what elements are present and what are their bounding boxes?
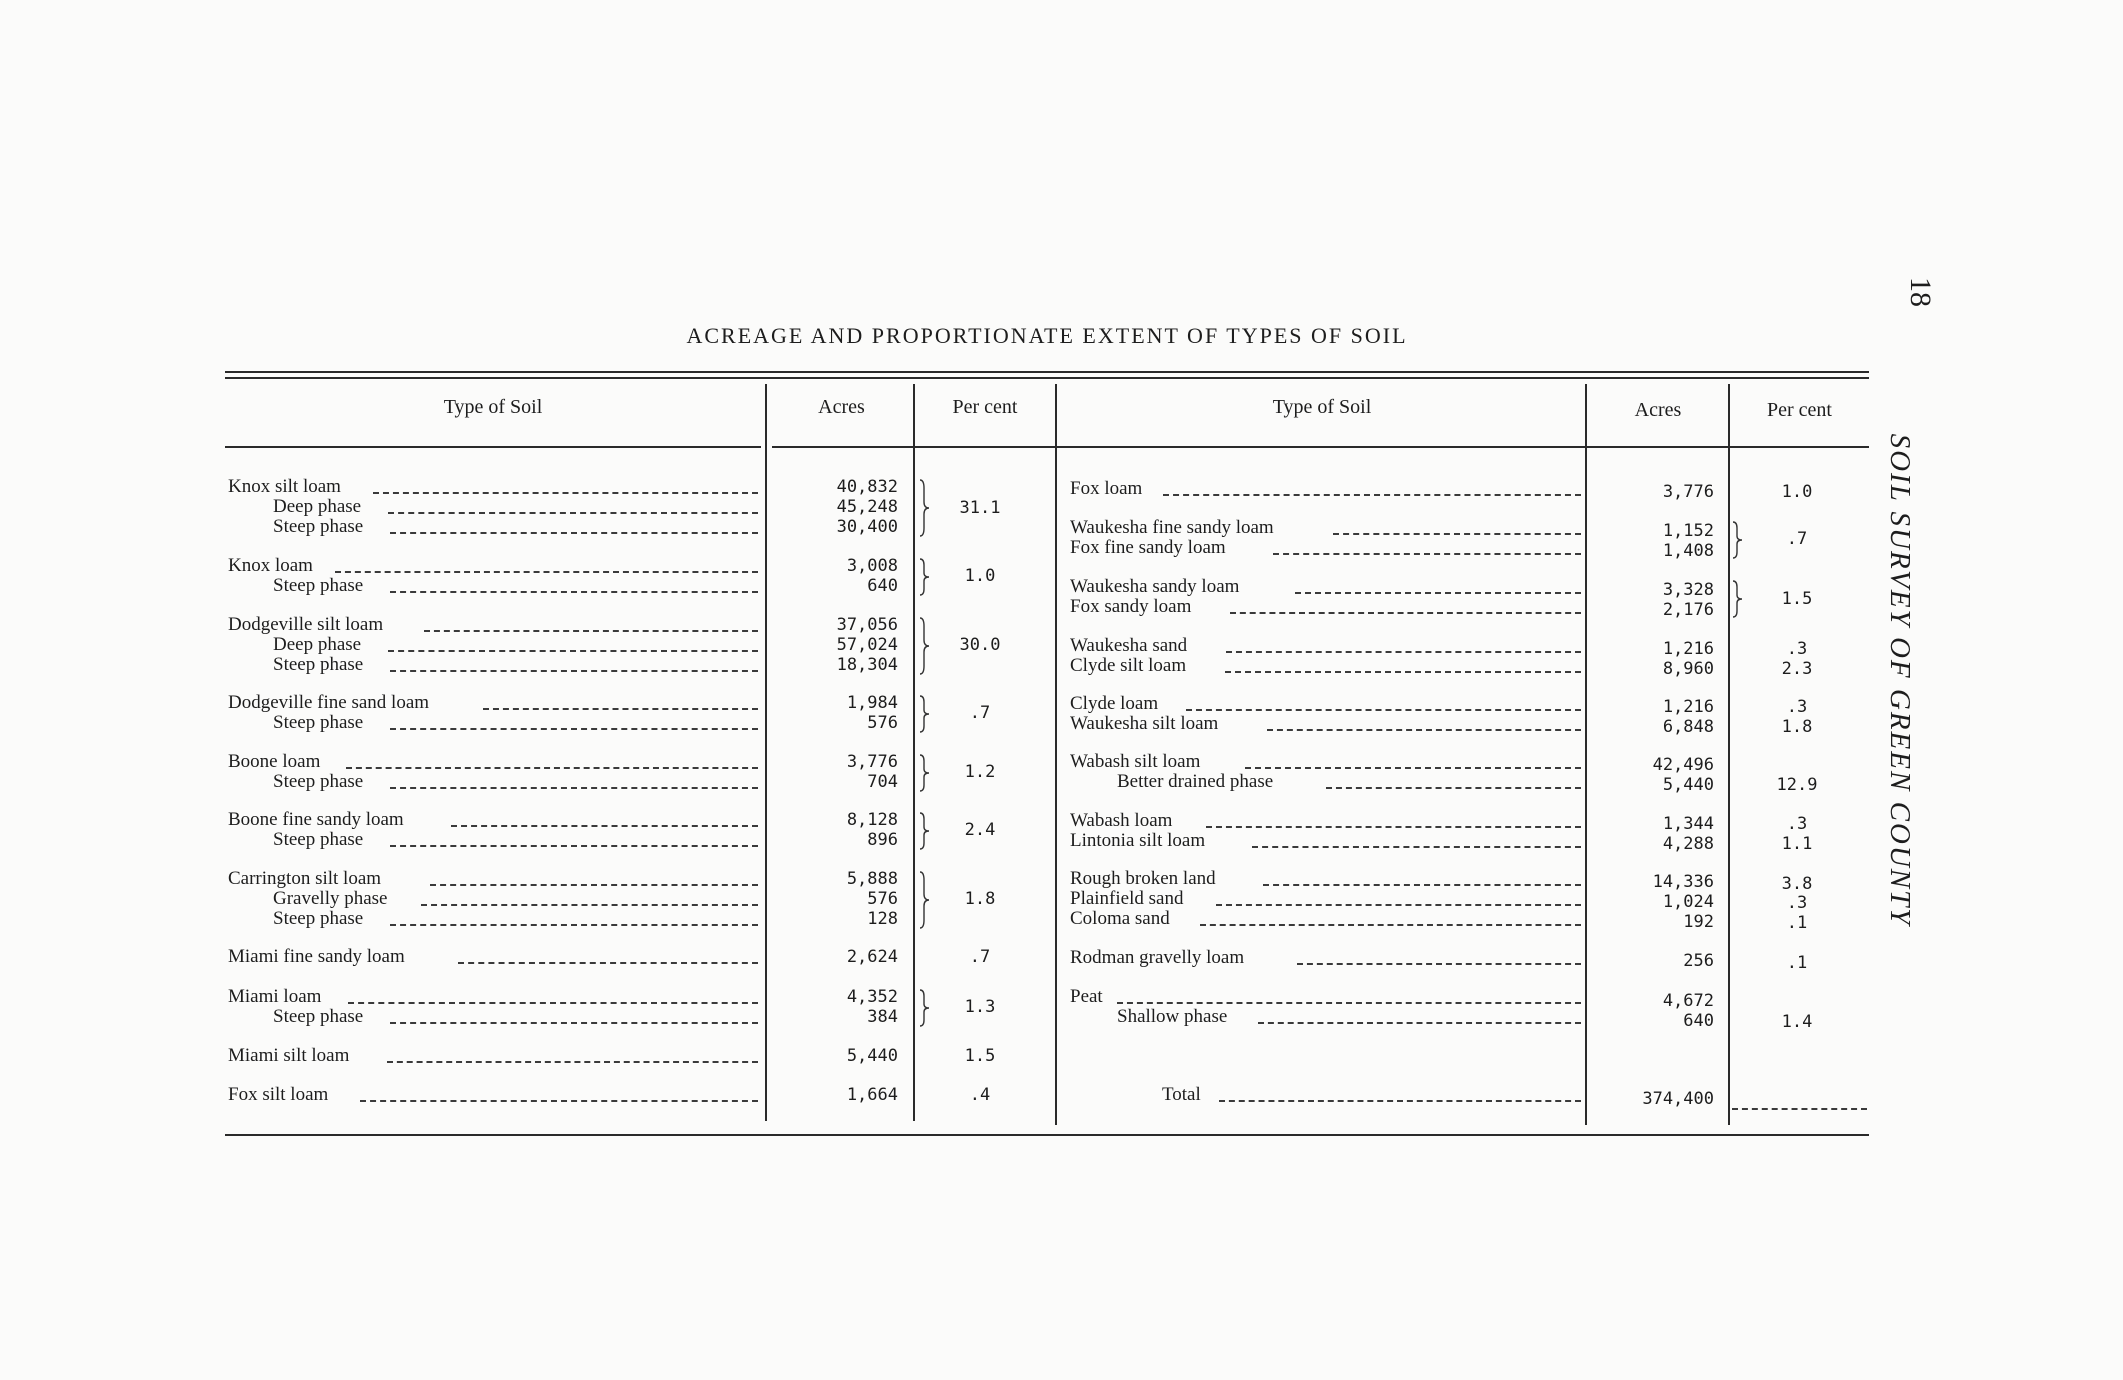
soil-type-name: Fox sandy loam bbox=[1070, 596, 1192, 617]
soil-type-name: Clyde loam bbox=[1070, 693, 1159, 714]
dot-leader bbox=[1200, 924, 1581, 926]
per-cent-value: 1.0 bbox=[1781, 482, 1813, 502]
per-cent-value: .3 bbox=[1786, 814, 1808, 834]
bottom-rule bbox=[225, 1134, 1869, 1136]
acres-value: 2,624 bbox=[846, 947, 898, 967]
header-type-of-soil-right: Type of Soil bbox=[1272, 396, 1372, 418]
soil-type-name: Waukesha silt loam bbox=[1070, 713, 1219, 734]
acres-value: 3,328 bbox=[1662, 580, 1714, 600]
soil-phase-name: Steep phase bbox=[273, 1006, 364, 1027]
soil-type-name: Rough broken land bbox=[1070, 868, 1216, 889]
acres-value: 1,664 bbox=[846, 1085, 898, 1105]
dot-leader bbox=[1295, 592, 1581, 594]
soil-phase-name: Steep phase bbox=[273, 575, 364, 596]
acres-value: 896 bbox=[867, 830, 898, 850]
dot-leader bbox=[1225, 671, 1581, 673]
dot-leader bbox=[390, 591, 758, 593]
soil-type-name: Boone fine sandy loam bbox=[228, 809, 404, 830]
header-rule-left bbox=[225, 446, 761, 448]
dot-leader bbox=[390, 670, 758, 672]
brace-mark bbox=[1730, 579, 1744, 619]
acres-value: 640 bbox=[1683, 1011, 1714, 1031]
soil-phase-name: Gravelly phase bbox=[273, 888, 388, 909]
dot-leader bbox=[390, 787, 758, 789]
soil-phase-name: Steep phase bbox=[273, 908, 364, 929]
header-acres-left: Acres bbox=[818, 396, 865, 418]
dot-leader bbox=[1252, 846, 1581, 848]
header-per-cent-left: Per cent bbox=[952, 396, 1018, 418]
per-cent-value: 3.8 bbox=[1781, 874, 1813, 894]
soil-type-name: Waukesha sand bbox=[1070, 635, 1188, 656]
acres-value: 42,496 bbox=[1652, 755, 1714, 775]
acres-value: 1,344 bbox=[1662, 814, 1714, 834]
per-cent-value: .4 bbox=[969, 1085, 991, 1105]
dot-leader bbox=[388, 512, 758, 514]
dot-leader bbox=[390, 845, 758, 847]
dot-leader bbox=[348, 1002, 758, 1004]
acres-value: 8,128 bbox=[846, 810, 898, 830]
acres-value: 6,848 bbox=[1662, 717, 1714, 737]
acres-value: 256 bbox=[1683, 951, 1714, 971]
dot-leader bbox=[430, 884, 758, 886]
dot-leader bbox=[1117, 1002, 1581, 1004]
dot-leader bbox=[1186, 709, 1581, 711]
acres-value: 1,152 bbox=[1662, 521, 1714, 541]
soil-type-name: Clyde silt loam bbox=[1070, 655, 1187, 676]
per-cent-value: .1 bbox=[1786, 913, 1808, 933]
header-type-of-soil-left: Type of Soil bbox=[443, 396, 543, 418]
acres-value: 576 bbox=[867, 713, 898, 733]
total-label: Total bbox=[1162, 1084, 1201, 1105]
dot-leader bbox=[390, 532, 758, 534]
brace-mark bbox=[917, 870, 931, 930]
dot-leader bbox=[360, 1100, 758, 1102]
per-cent-value: 1.0 bbox=[964, 566, 996, 586]
per-cent-value: 1.3 bbox=[964, 997, 996, 1017]
dot-leader bbox=[1245, 767, 1581, 769]
header-per-cent-right: Per cent bbox=[1767, 399, 1832, 421]
soil-type-name: Wabash silt loam bbox=[1070, 751, 1201, 772]
soil-phase-name: Deep phase bbox=[273, 634, 362, 655]
soil-type-name: Peat bbox=[1070, 986, 1103, 1007]
total-per-cent-blank bbox=[1732, 1108, 1867, 1110]
soil-type-name: Fox silt loam bbox=[228, 1084, 329, 1105]
acres-value: 40,832 bbox=[836, 477, 898, 497]
acres-value: 3,008 bbox=[846, 556, 898, 576]
soil-phase-name: Deep phase bbox=[273, 496, 362, 517]
per-cent-value: 1.5 bbox=[1781, 589, 1813, 609]
dot-leader bbox=[1226, 651, 1581, 653]
dot-leader bbox=[387, 1061, 758, 1063]
soil-type-name: Wabash loam bbox=[1070, 810, 1173, 831]
per-cent-value: 1.1 bbox=[1781, 834, 1813, 854]
header-acres-right: Acres bbox=[1634, 399, 1682, 421]
brace-mark bbox=[917, 811, 931, 851]
acres-value: 4,352 bbox=[846, 987, 898, 1007]
dot-leader bbox=[458, 962, 758, 964]
brace-mark bbox=[917, 616, 931, 676]
table-title: ACREAGE AND PROPORTIONATE EXTENT OF TYPES OF SOIL bbox=[686, 323, 1408, 348]
top-rule bbox=[225, 377, 1869, 379]
soil-type-name: Knox silt loam bbox=[228, 476, 341, 497]
dot-leader bbox=[1206, 826, 1581, 828]
acres-value: 3,776 bbox=[846, 752, 898, 772]
column-divider bbox=[1055, 384, 1057, 1125]
top-rule bbox=[225, 371, 1869, 373]
soil-type-name: Dodgeville silt loam bbox=[228, 614, 384, 635]
dot-leader bbox=[483, 708, 758, 710]
dot-leader bbox=[1273, 553, 1581, 555]
acres-value: 4,672 bbox=[1662, 991, 1714, 1011]
dot-leader bbox=[390, 1022, 758, 1024]
acres-value: 1,408 bbox=[1662, 541, 1714, 561]
header-rule-middle bbox=[772, 446, 1869, 448]
acres-value: 3,776 bbox=[1662, 482, 1714, 502]
page-number: 18 bbox=[1904, 277, 1937, 307]
acres-value: 30,400 bbox=[836, 517, 898, 537]
per-cent-value: 1.5 bbox=[964, 1046, 996, 1066]
dot-leader bbox=[1230, 612, 1581, 614]
soil-type-name: Waukesha sandy loam bbox=[1070, 576, 1240, 597]
brace-mark bbox=[917, 694, 931, 734]
dot-leader bbox=[1326, 787, 1581, 789]
per-cent-value: 12.9 bbox=[1776, 775, 1818, 795]
dot-leader bbox=[1258, 1022, 1581, 1024]
soil-type-name: Fox loam bbox=[1070, 478, 1143, 499]
per-cent-value: 1.2 bbox=[964, 762, 996, 782]
soil-type-name: Rodman gravelly loam bbox=[1070, 947, 1245, 968]
column-divider bbox=[1585, 384, 1587, 1125]
dot-leader bbox=[346, 767, 758, 769]
acres-value: 1,216 bbox=[1662, 639, 1714, 659]
soil-phase-name: Steep phase bbox=[273, 654, 364, 675]
brace-mark bbox=[1730, 520, 1744, 560]
column-divider bbox=[765, 384, 767, 1121]
soil-type-name: Fox fine sandy loam bbox=[1070, 537, 1226, 558]
per-cent-value: 30.0 bbox=[959, 635, 1001, 655]
acres-value: 1,984 bbox=[846, 693, 898, 713]
dot-leader bbox=[1216, 904, 1581, 906]
soil-phase-name: Better drained phase bbox=[1117, 771, 1274, 792]
soil-type-name: Miami fine sandy loam bbox=[228, 946, 405, 967]
soil-type-name: Plainfield sand bbox=[1070, 888, 1184, 909]
dot-leader bbox=[1263, 884, 1581, 886]
soil-type-name: Knox loam bbox=[228, 555, 313, 576]
soil-type-name: Boone loam bbox=[228, 751, 321, 772]
soil-type-name: Carrington silt loam bbox=[228, 868, 382, 889]
acres-value: 18,304 bbox=[836, 655, 898, 675]
brace-mark bbox=[917, 557, 931, 597]
per-cent-value: 31.1 bbox=[959, 498, 1001, 518]
acres-value: 37,056 bbox=[836, 615, 898, 635]
dot-leader bbox=[451, 825, 758, 827]
column-divider bbox=[913, 384, 915, 1121]
brace-mark bbox=[917, 478, 931, 538]
soil-phase-name: Steep phase bbox=[273, 829, 364, 850]
acres-value: 2,176 bbox=[1662, 600, 1714, 620]
acres-value: 128 bbox=[867, 909, 898, 929]
acres-value: 5,888 bbox=[846, 869, 898, 889]
soil-type-name: Waukesha fine sandy loam bbox=[1070, 517, 1274, 538]
soil-phase-name: Steep phase bbox=[273, 516, 364, 537]
soil-type-name: Miami loam bbox=[228, 986, 322, 1007]
dot-leader bbox=[373, 492, 758, 494]
per-cent-value: .3 bbox=[1786, 639, 1808, 659]
acres-value: 640 bbox=[867, 576, 898, 596]
per-cent-value: 2.3 bbox=[1781, 659, 1813, 679]
dot-leader bbox=[335, 571, 758, 573]
running-head: SOIL SURVEY OF GREEN COUNTY bbox=[1884, 433, 1916, 927]
acres-value: 14,336 bbox=[1652, 872, 1714, 892]
acres-value: 384 bbox=[867, 1007, 898, 1027]
soil-type-name: Coloma sand bbox=[1070, 908, 1170, 929]
acres-value: 192 bbox=[1683, 912, 1714, 932]
dot-leader bbox=[390, 924, 758, 926]
acres-value: 704 bbox=[867, 772, 898, 792]
soil-type-name: Miami silt loam bbox=[228, 1045, 350, 1066]
per-cent-value: 1.8 bbox=[964, 889, 996, 909]
per-cent-value: .7 bbox=[1786, 529, 1808, 549]
soil-phase-name: Shallow phase bbox=[1117, 1006, 1228, 1027]
per-cent-value: 1.8 bbox=[1781, 717, 1813, 737]
acres-value: 4,288 bbox=[1662, 834, 1714, 854]
soil-phase-name: Steep phase bbox=[273, 771, 364, 792]
acres-value: 1,216 bbox=[1662, 697, 1714, 717]
per-cent-value: .7 bbox=[969, 703, 991, 723]
per-cent-value: .3 bbox=[1786, 697, 1808, 717]
dot-leader bbox=[1219, 1100, 1581, 1102]
dot-leader bbox=[1267, 729, 1581, 731]
per-cent-value: .7 bbox=[969, 947, 991, 967]
dot-leader bbox=[388, 650, 758, 652]
acres-value: 8,960 bbox=[1662, 659, 1714, 679]
acres-value: 1,024 bbox=[1662, 892, 1714, 912]
acres-value: 576 bbox=[867, 889, 898, 909]
per-cent-value: 2.4 bbox=[964, 820, 996, 840]
dot-leader bbox=[1333, 533, 1581, 535]
dot-leader bbox=[1163, 494, 1581, 496]
per-cent-value: .3 bbox=[1786, 893, 1808, 913]
per-cent-value: .1 bbox=[1786, 953, 1808, 973]
soil-phase-name: Steep phase bbox=[273, 712, 364, 733]
column-divider bbox=[1728, 384, 1730, 1125]
brace-mark bbox=[917, 753, 931, 793]
dot-leader bbox=[390, 728, 758, 730]
per-cent-value: 1.4 bbox=[1781, 1012, 1813, 1032]
dot-leader bbox=[1297, 963, 1581, 965]
soil-type-name: Lintonia silt loam bbox=[1070, 830, 1206, 851]
dot-leader bbox=[421, 904, 758, 906]
dot-leader bbox=[424, 630, 758, 632]
acres-value: 5,440 bbox=[846, 1046, 898, 1066]
acres-value: 45,248 bbox=[836, 497, 898, 517]
soil-type-name: Dodgeville fine sand loam bbox=[228, 692, 430, 713]
acres-value: 5,440 bbox=[1662, 775, 1714, 795]
total-acres-value: 374,400 bbox=[1642, 1089, 1714, 1109]
acres-value: 57,024 bbox=[836, 635, 898, 655]
brace-mark bbox=[917, 988, 931, 1028]
